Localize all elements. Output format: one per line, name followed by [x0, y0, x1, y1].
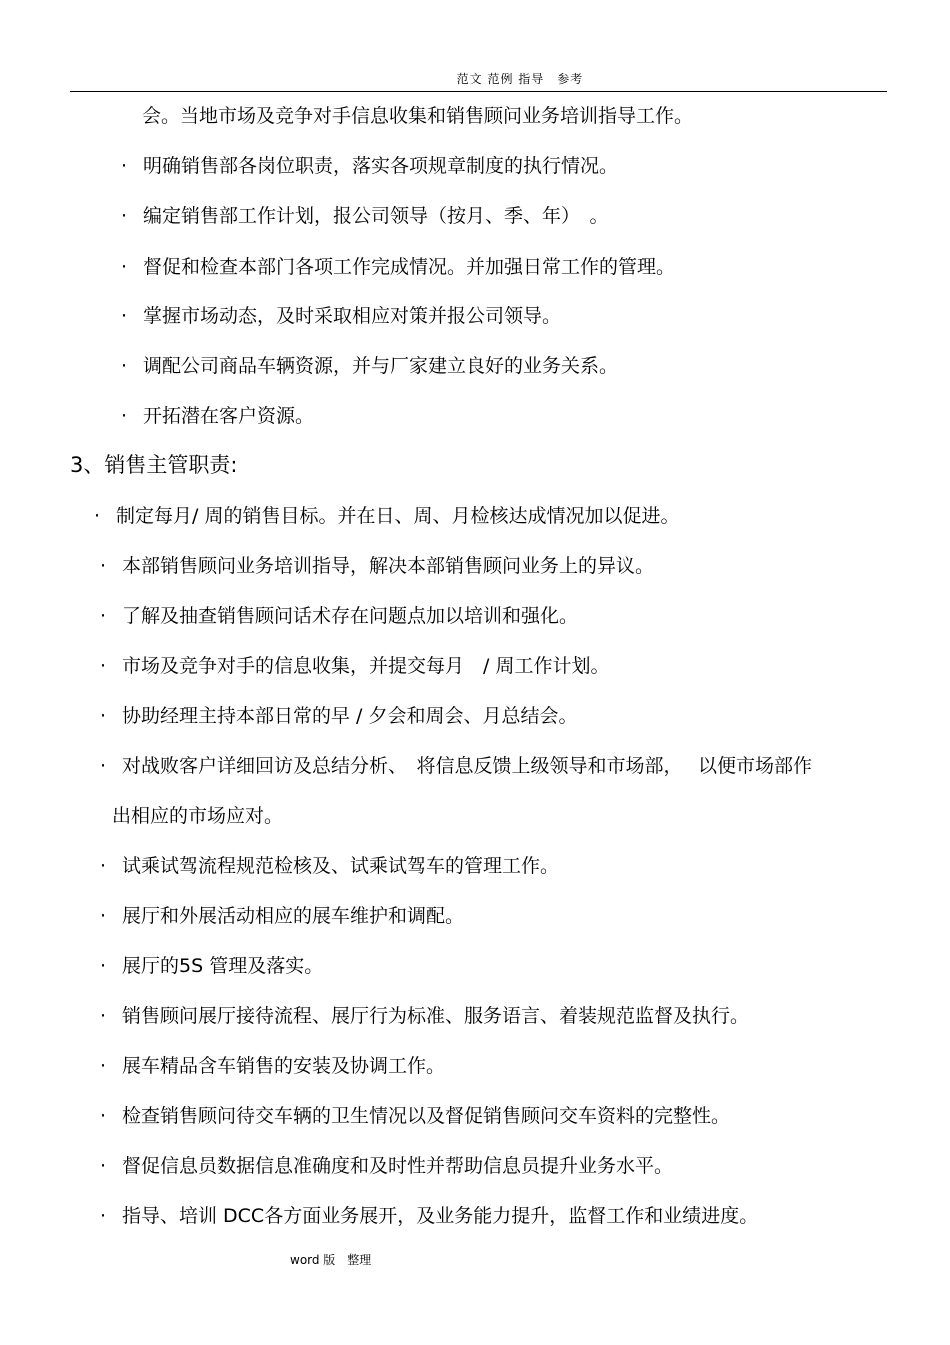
list-item-text: 市场及竞争对手的信息收集，并提交每月 / 周工作计划。	[122, 655, 610, 677]
bullet-icon: ·	[100, 705, 107, 727]
page-footer: word 版 整理	[290, 1253, 372, 1267]
list-item	[100, 554, 654, 578]
list-item	[121, 404, 314, 428]
list-item-text: 掌握市场动态，及时采取相应对策并报公司领导。	[143, 305, 562, 327]
list-item	[100, 904, 464, 928]
bullet-icon: ·	[100, 655, 107, 677]
list-item	[100, 954, 323, 978]
page-header: 范文 范例 指导 参考	[456, 72, 584, 86]
bullet-icon: ·	[100, 1005, 107, 1027]
list-item-text: 对战败客户详细回访及总结分析、 将信息反馈上级领导和市场部， 以便市场部作	[122, 755, 813, 777]
list-item	[121, 304, 561, 328]
list-item-text: 指导、培训 DCC各方面业务展开，及业务能力提升，监督工作和业绩进度。	[122, 1205, 759, 1227]
list-item-text: 了解及抽查销售顾问话术存在问题点加以培训和强化。	[122, 605, 579, 627]
bullet-icon: ·	[100, 1105, 107, 1127]
bullet-icon: ·	[100, 1205, 107, 1227]
list-item	[94, 504, 679, 528]
bullet-icon: ·	[100, 855, 107, 877]
bullet-icon: ·	[121, 205, 128, 227]
list-item-text: 督促和检查本部门各项工作完成情况。并加强日常工作的管理。	[143, 256, 676, 278]
list-item-text: 试乘试驾流程规范检核及、试乘试驾车的管理工作。	[122, 855, 560, 877]
list-item-text: 调配公司商品车辆资源，并与厂家建立良好的业务关系。	[143, 355, 619, 377]
list-item	[100, 854, 559, 878]
list-item	[121, 204, 609, 228]
bullet-icon: ·	[121, 355, 128, 377]
list-item-text: 检查销售顾问待交车辆的卫生情况以及督促销售顾问交车资料的完整性。	[122, 1105, 731, 1127]
list-item-text: 销售顾问展厅接待流程、展厅行为标准、服务语言、着装规范监督及执行。	[122, 1005, 750, 1027]
list-item-text: 展厅和外展活动相应的展车维护和调配。	[122, 905, 465, 927]
list-item-text: 展厅的5S 管理及落实。	[122, 955, 324, 977]
list-item	[100, 1204, 758, 1228]
list-item-text: 本部销售顾问业务培训指导，解决本部销售顾问业务上的异议。	[122, 555, 655, 577]
section-heading: 3、销售主管职责:	[70, 453, 238, 477]
bullet-icon: ·	[121, 155, 128, 177]
bullet-icon: ·	[121, 405, 128, 427]
bullet-icon: ·	[121, 256, 128, 278]
bullet-icon: ·	[100, 555, 107, 577]
list-item-text: 制定每月/ 周的销售目标。并在日、周、月检核达成情况加以促进。	[116, 505, 680, 527]
bullet-icon: ·	[100, 755, 107, 777]
list-item	[100, 604, 578, 628]
list-item	[121, 154, 618, 178]
list-item	[100, 654, 609, 678]
bullet-icon: ·	[100, 955, 107, 977]
paragraph-continuation: 会。当地市场及竞争对手信息收集和销售顾问业务培训指导工作。	[142, 105, 694, 127]
list-item-continuation: 出相应的市场应对。	[112, 805, 284, 827]
header-rule	[70, 91, 887, 92]
bullet-icon: ·	[100, 1055, 107, 1077]
list-item-text: 协助经理主持本部日常的早 / 夕会和周会、月总结会。	[122, 705, 578, 727]
list-item-text: 编定销售部工作计划，报公司领导（按月、季、年） 。	[143, 205, 609, 227]
list-item	[121, 354, 618, 378]
list-item-text: 开拓潜在客户资源。	[143, 405, 315, 427]
bullet-icon: ·	[100, 1155, 107, 1177]
list-item	[100, 1104, 730, 1128]
list-item	[100, 754, 812, 778]
list-item	[100, 1054, 445, 1078]
list-item	[100, 1004, 749, 1028]
list-item	[100, 1154, 673, 1178]
list-item	[121, 255, 675, 279]
list-item-text: 明确销售部各岗位职责，落实各项规章制度的执行情况。	[143, 155, 619, 177]
bullet-icon: ·	[100, 905, 107, 927]
list-item-text: 督促信息员数据信息准确度和及时性并帮助信息员提升业务水平。	[122, 1155, 674, 1177]
list-item	[100, 704, 577, 728]
bullet-icon: ·	[121, 305, 128, 327]
list-item-text: 展车精品含车销售的安装及协调工作。	[122, 1055, 446, 1077]
bullet-icon: ·	[100, 605, 107, 627]
bullet-icon: ·	[94, 505, 101, 527]
